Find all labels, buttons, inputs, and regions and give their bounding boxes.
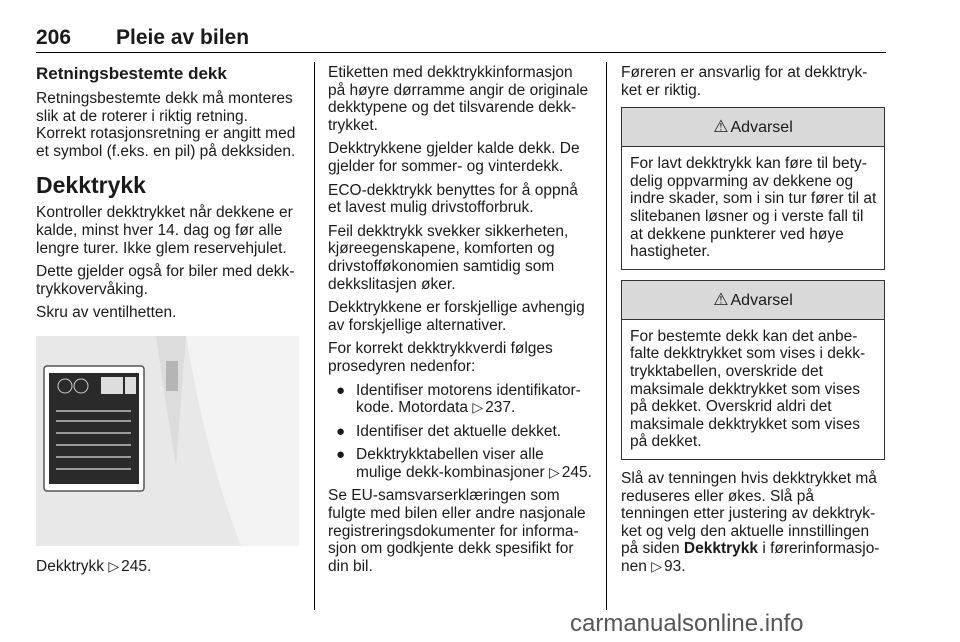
paragraph: Skru av ventilhetten.	[36, 304, 177, 322]
chapter-title: Pleie av bilen	[116, 26, 250, 49]
paragraph: Dekktrykkene er forskjellige avhengig av forskjellige alternativer.	[328, 299, 585, 334]
warning-header: ⚠ Advarsel	[622, 108, 884, 147]
page-reference-icon: ▷	[548, 463, 560, 480]
list-item: ● Dekktrykktabellen viser alle mulige dekk-kombinasjoner ▷ 245.	[336, 446, 592, 481]
column-3	[621, 64, 885, 581]
warning-triangle-icon: ⚠	[713, 117, 729, 137]
header-divider	[36, 52, 886, 53]
page-reference-icon: ▷	[108, 557, 120, 574]
section-title-directional-tyres: Retningsbestemte dekk	[36, 64, 227, 83]
column-divider-2	[606, 62, 607, 610]
paragraph: Feil dekktrykk svekker sikkerheten, kjøreegenskapene, komforten og drivstofføkonomien samtidig som dekkslitasjen øker.	[328, 222, 569, 293]
paragraph: For korrekt dekktrykkverdi følges prosedyren nedenfor:	[328, 340, 553, 375]
warning-box-2	[621, 280, 885, 460]
warning-text: For bestemte dekk kan det anbe-falte dekktrykket som vises i dekk-trykktabellen, overskride det maksimale dekktrykket som vises på dekket. Overskrid aldri det maksimale dekktrykket som vises på dekket.	[630, 327, 866, 451]
paragraph: Se EU-samsvarserklæringen som fulgte med bilen eller andre nasjonale registreringsdokumenter for informa-sjon om godkjente dekk spesifikt for din bil.	[328, 487, 586, 575]
paragraph: ECO-dekktrykk benyttes for å oppnå et lavest mulig drivstofforbruk.	[328, 181, 578, 217]
warning-triangle-icon: ⚠	[713, 289, 729, 309]
section-title-tyre-pressure: Dekktrykk	[36, 172, 146, 199]
paragraph: Kontroller dekktrykket når dekkene er kalde, minst hver 14. dag og før alle lengre turer. Ikke glem reservehjulet.	[36, 204, 293, 257]
warning-box-1	[621, 107, 885, 270]
page-reference-icon: ▷	[472, 399, 484, 416]
warning-header: ⚠ Advarsel	[622, 281, 884, 320]
column-1	[36, 64, 300, 582]
menu-name: Dekktrykk	[683, 540, 759, 558]
paragraph: Retningsbestemte dekk må monteres slik at de roterer i riktig retning. Korrekt rotasjonsretning er angitt med et symbol (f.eks. en pil) på dekksiden.	[36, 90, 296, 160]
paragraph: Føreren er ansvarlig for at dekktryk-ket er riktig.	[621, 64, 868, 99]
paragraph: Dekktrykkene gjelder kalde dekk. De gjelder for sommer- og vinterdekk.	[328, 140, 580, 175]
warning-text: For lavt dekktrykk kan føre til bety-delig oppvarming av dekkene og indre skader, som i sin tur fører til at slitebanen løsner og i verste fall til at dekkene punkterer ved høye hastigheter.	[630, 155, 877, 261]
page-reference-icon: ▷	[651, 557, 662, 574]
watermark: carmanualsonline.info	[570, 610, 804, 637]
procedure-list	[328, 382, 592, 482]
page-number: 206	[36, 26, 72, 49]
list-item: ● Identifiser det aktuelle dekket.	[336, 422, 562, 440]
column-2	[328, 64, 592, 581]
list-item: ● Identifiser motorens identifikator-kode. Motordata ▷ 237.	[336, 381, 581, 417]
paragraph: Slå av tenningen hvis dekktrykket må reduseres eller økes. Slå på tenningen etter justering av dekktryk-ket og velg den aktuelle innstillingen på siden Dekktrykk i førerinformasjo-nen ▷ 93.	[621, 469, 880, 575]
column-divider-1	[314, 62, 315, 610]
page-header	[36, 26, 886, 52]
paragraph: Dette gjelder også for biler med dekk-trykkovervåking.	[36, 263, 295, 298]
paragraph: Etiketten med dekktrykkinformasjon på høyre dørramme angir de originale dekktypene og det tilsvarende dekk-trykket.	[328, 64, 589, 134]
tyre-pressure-label-illustration	[36, 336, 299, 546]
figure-caption: Dekktrykk ▷ 245.	[36, 557, 152, 575]
